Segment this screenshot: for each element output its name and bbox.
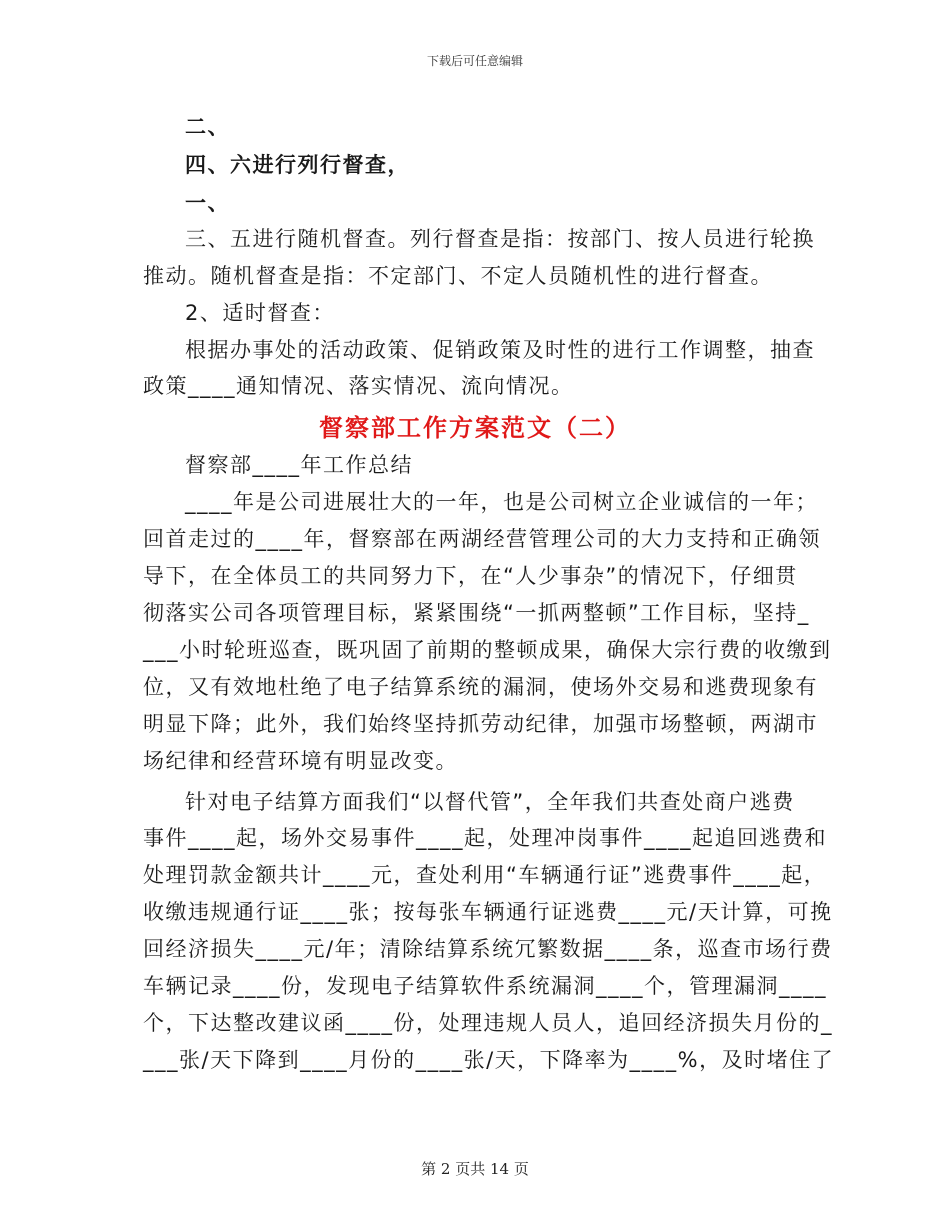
paragraph-line: 处理罚款金额共计____元，查处利用“车辆通行证”逃费事件____起， [143, 863, 827, 887]
page-footer: 第 2 页共 14 页 [421, 1160, 529, 1178]
page-header: 下载后可任意编辑 [426, 54, 523, 68]
paragraph-line: 位，又有效地杜绝了电子结算系统的漏洞，使场外交易和逃费现象有 [143, 675, 818, 699]
outline-line: 一、 [185, 191, 230, 215]
paragraph-line: 推动。随机督查是指：不定部门、不定人员随机性的进行督查。 [143, 264, 773, 288]
paragraph-line: ___张/天下降到____月份的____张/天，下降率为____%，及时堵住了 [143, 1048, 835, 1072]
paragraph-line: ____年是公司进展壮大的一年，也是公司树立企业诚信的一年； [185, 490, 818, 514]
paragraph-line: 督察部____年工作总结 [185, 453, 413, 477]
paragraph-line: 政策____通知情况、落实情况、流向情况。 [143, 374, 574, 398]
paragraph-line: 场纪律和经营环境有明显改变。 [143, 749, 458, 773]
paragraph-line: 回经济损失____元/年；清除结算系统冗繁数据____条，巡查市场行费 [143, 937, 833, 961]
paragraph-line: 导下，在全体员工的共同努力下，在“人少事杂”的情况下，仔细贯 [143, 564, 798, 588]
outline-line: 四、六进行列行督查， [185, 153, 410, 177]
paragraph-line: 回首走过的____年，督察部在两湖经营管理公司的大力支持和正确领 [143, 527, 821, 551]
paragraph-line: 收缴违规通行证____张；按每张车辆通行证逃费____元/天计算，可挽 [143, 900, 833, 924]
paragraph-line: 车辆记录____份，发现电子结算软件系统漏洞____个，管理漏洞____ [143, 974, 827, 998]
paragraph-line: 事件____起，场外交易事件____起，处理冲岗事件____起追回逃费和 [143, 826, 827, 850]
outline-line: 二、 [185, 115, 230, 139]
paragraph-line: 根据办事处的活动政策、促销政策及时性的进行工作调整，抽查 [185, 338, 815, 362]
paragraph-line: 三、五进行随机督查。列行督查是指：按部门、按人员进行轮换 [185, 227, 815, 251]
paragraph-line: 针对电子结算方面我们“以督代管”，全年我们共查处商户逃费 [185, 790, 795, 814]
section-title: 督察部工作方案范文（二） [319, 413, 631, 442]
paragraph-line: 2、适时督查： [185, 301, 335, 325]
paragraph-line: ___小时轮班巡查，既巩固了前期的整顿成果，确保大宗行费的收缴到 [143, 638, 832, 662]
paragraph-line: 彻落实公司各项管理目标，紧紧围绕“一抓两整顿”工作目标，坚持_ [143, 601, 810, 625]
paragraph-line: 个，下达整改建议函____份，处理违规人员人，追回经济损失月份的_ [143, 1011, 833, 1035]
paragraph-line: 明显下降；此外，我们始终坚持抓劳动纪律，加强市场整顿，两湖市 [143, 712, 818, 736]
